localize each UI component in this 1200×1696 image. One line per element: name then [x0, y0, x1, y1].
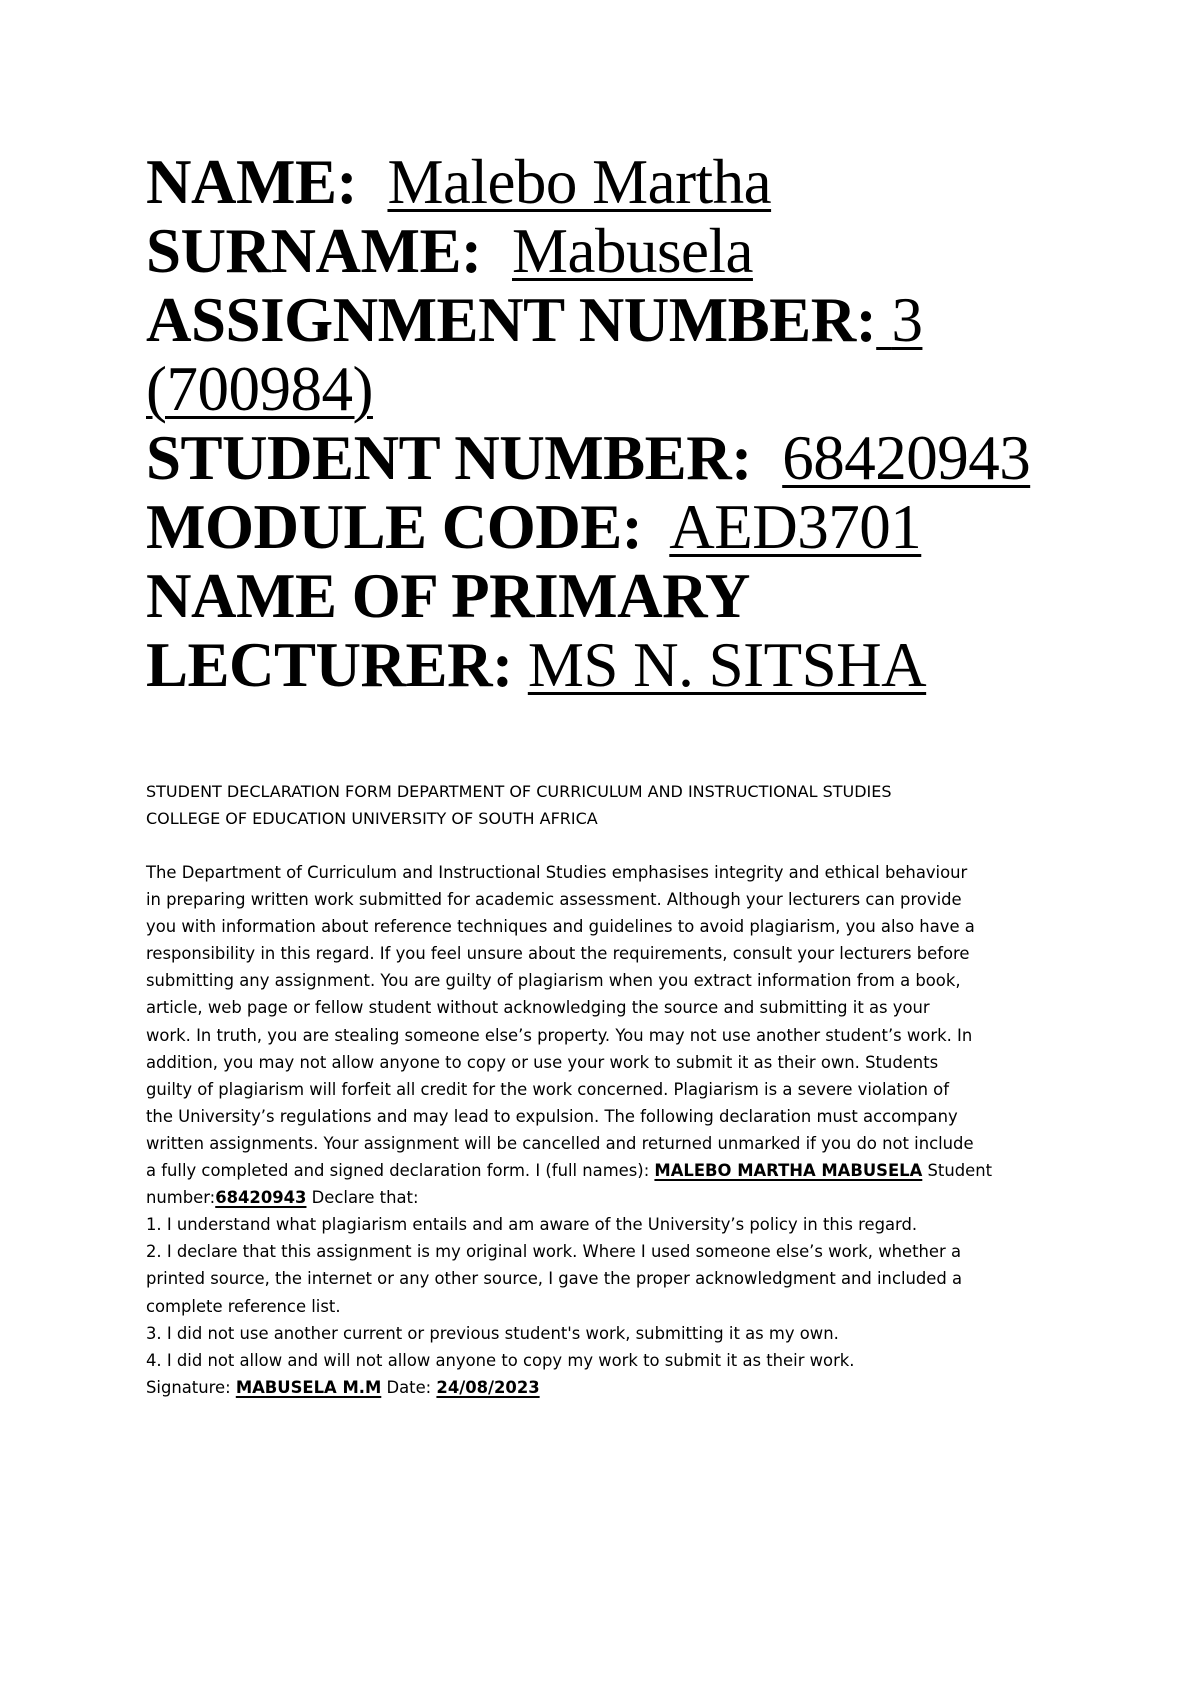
paragraph-line: article, web page or fellow student without acknowledging the source and submitting it as your	[146, 998, 930, 1018]
student-number-declaration-line	[146, 1184, 1086, 1211]
paragraph-line: the University’s regulations and may lead to expulsion. The following declaration must accompany	[146, 1106, 958, 1126]
module-code-line	[146, 493, 1106, 562]
surname-value: Mabusela	[512, 216, 753, 286]
declaration-title	[146, 778, 1086, 832]
declaration-title-line-2: COLLEGE OF EDUCATION UNIVERSITY OF SOUTH AFRICA	[146, 809, 598, 828]
assignment-code-line	[146, 355, 1106, 424]
student-suffix: Student	[922, 1161, 993, 1181]
paragraph-line: guilty of plagiarism will forfeit all credit for the work concerned. Plagiarism is a severe violation of	[146, 1079, 949, 1099]
module-code-label: MODULE CODE:	[146, 492, 643, 562]
declaration-item: 2. I declare that this assignment is my original work. Where I used someone else’s work, whether a	[146, 1242, 961, 1262]
assignment-label: ASSIGNMENT NUMBER:	[146, 285, 877, 355]
student-number-line	[146, 424, 1106, 493]
declaration-body	[146, 859, 1086, 1401]
declare-text: Declare that:	[306, 1188, 419, 1208]
declaration-student-number: 68420943	[215, 1188, 307, 1208]
surname-line	[146, 217, 1106, 286]
paragraph-line: addition, you may not allow anyone to copy or use your work to submit it as their own. Students	[146, 1052, 939, 1072]
declaration-item: 1. I understand what plagiarism entails and am aware of the University’s policy in this regard.	[146, 1215, 918, 1235]
paragraph-line: responsibility in this regard. If you feel unsure about the requirements, consult your lecturers before	[146, 944, 970, 964]
declaration-item: 4. I did not allow and will not allow anyone to copy my work to submit it as their work.	[146, 1350, 855, 1370]
full-names-value: MALEBO MARTHA MABUSELA	[654, 1161, 923, 1181]
assignment-value-wrap	[876, 285, 922, 355]
declaration-item: printed source, the internet or any other source, I gave the proper acknowledgment and included a	[146, 1269, 963, 1289]
lecturer-label-part-1: NAME OF PRIMARY	[146, 561, 750, 631]
paragraph-line: you with information about reference techniques and guidelines to avoid plagiarism, you also have a	[146, 917, 975, 937]
surname-label: SURNAME:	[146, 216, 482, 286]
date-value: 24/08/2023	[436, 1377, 540, 1397]
paragraph-line: work. In truth, you are stealing someone else’s property. You may not use another student’s work. In	[146, 1025, 973, 1045]
assignment-line	[146, 286, 1106, 355]
lecturer-value: MS N. SITSHA	[527, 630, 927, 700]
lecturer-label-part-2: LECTURER:	[146, 630, 513, 700]
student-details-header	[146, 148, 1106, 700]
paragraph-line: submitting any assignment. You are guilty of plagiarism when you extract information from a book,	[146, 971, 961, 991]
paragraph-line: written assignments. Your assignment will be cancelled and returned unmarked if you do not include	[146, 1133, 974, 1153]
lecturer-line	[146, 631, 1106, 700]
name-label: NAME:	[146, 147, 357, 217]
full-names-prefix: a fully completed and signed declaration form. I (full names):	[146, 1161, 655, 1181]
date-label: Date:	[381, 1377, 437, 1397]
signature-line	[146, 1374, 1086, 1401]
declaration-item: complete reference list.	[146, 1296, 341, 1316]
assignment-value: 3	[891, 285, 923, 355]
name-value: Malebo Martha	[387, 147, 772, 217]
lecturer-label-line-1	[146, 562, 1106, 631]
number-prefix: number:	[146, 1188, 216, 1208]
student-number-label: STUDENT NUMBER:	[146, 423, 752, 493]
paragraph-line: The Department of Curriculum and Instructional Studies emphasises integrity and ethical behaviour	[146, 863, 968, 882]
module-code-value: AED3701	[669, 492, 922, 562]
declaration-item: 3. I did not use another current or previous student's work, submitting it as my own.	[146, 1323, 839, 1343]
signature-value: MABUSELA M.M	[235, 1377, 382, 1397]
paragraph-line: in preparing written work submitted for academic assessment. Although your lecturers can provide	[146, 890, 962, 910]
declaration-title-line-1: STUDENT DECLARATION FORM DEPARTMENT OF CURRICULUM AND INSTRUCTIONAL STUDIES	[146, 782, 892, 801]
name-line	[146, 148, 1106, 217]
full-names-line	[146, 1157, 1086, 1184]
student-number-value: 68420943	[782, 423, 1031, 493]
assignment-code: (700984)	[146, 354, 373, 424]
signature-label: Signature:	[146, 1377, 236, 1397]
